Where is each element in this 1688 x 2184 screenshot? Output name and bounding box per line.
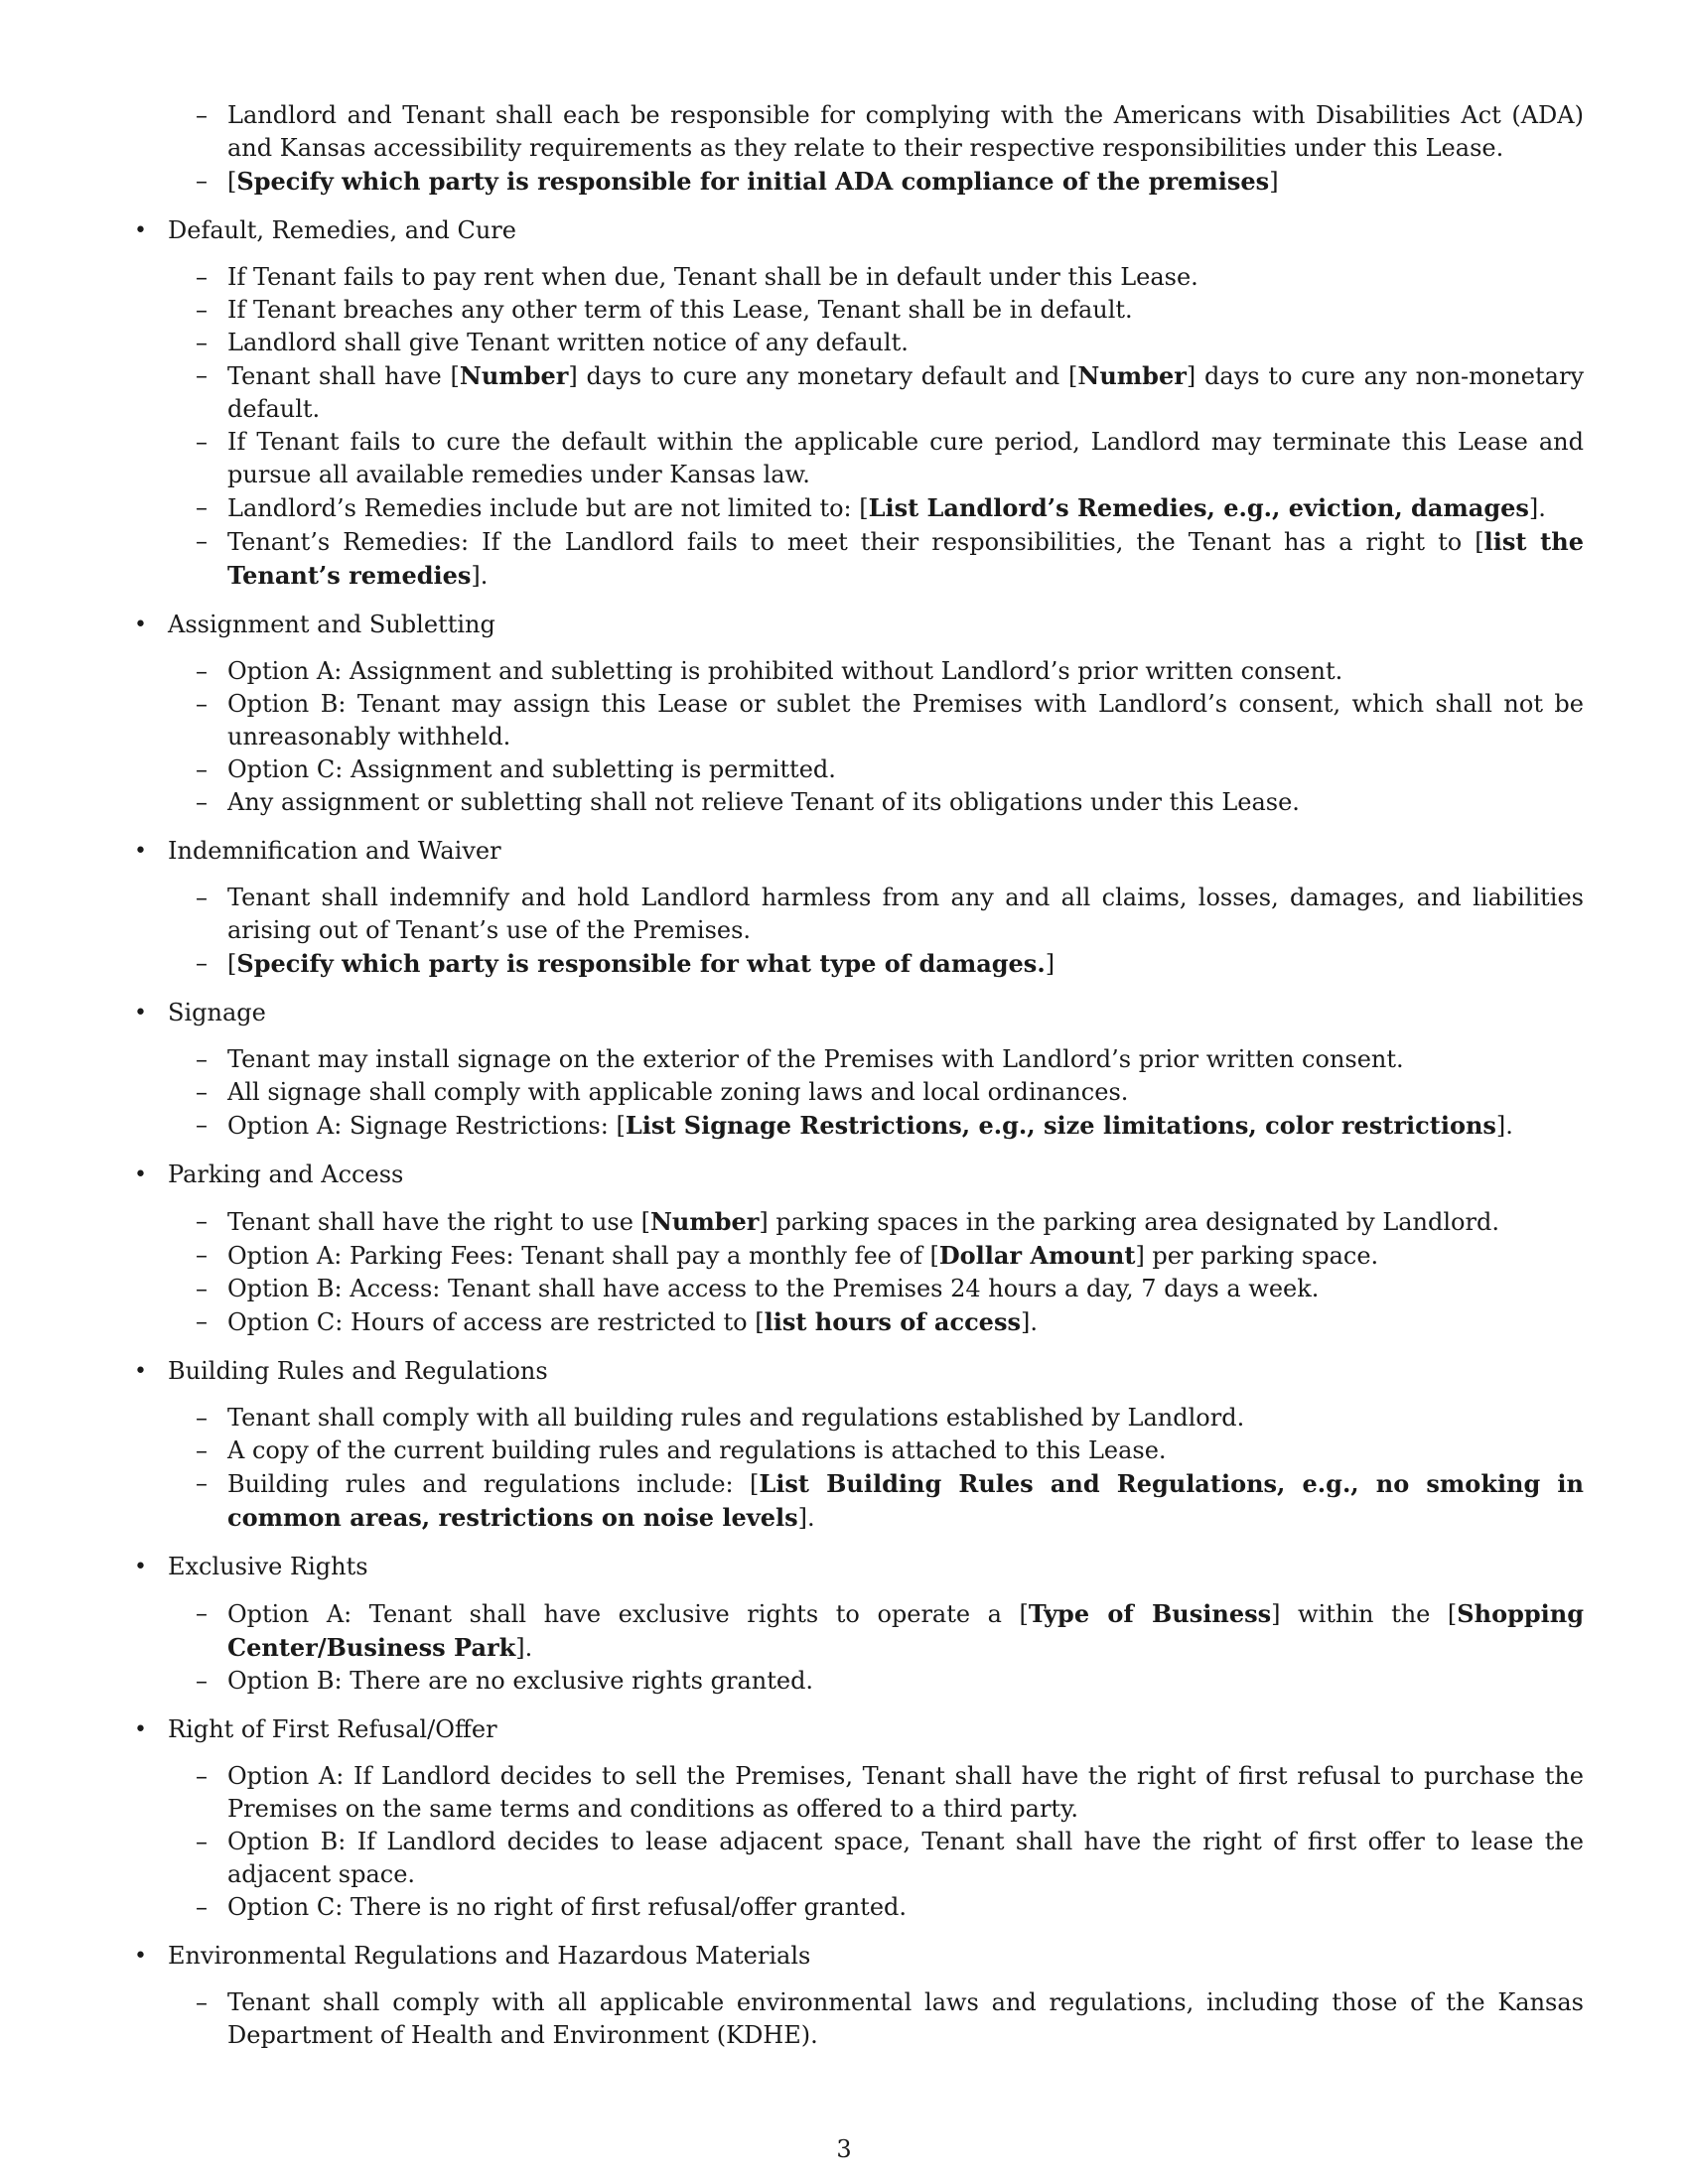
bullet-icon: • [134,1944,147,1969]
dash-icon: – [196,1404,208,1432]
list-item [134,99,1584,165]
section [134,609,1584,819]
list-item [134,261,1584,294]
dash-icon: – [196,428,208,456]
list-item [134,882,1584,947]
bullet-icon: • [134,1162,147,1187]
dash-icon: – [196,167,208,195]
dash-icon: – [196,101,208,129]
item-text: Tenant shall indemnify and hold Landlord harmless from any and all claims, losses, damages, and liabilities arising out of Tenant’s use of the Premises. [227,884,1584,944]
section [134,835,1584,981]
item-text: Option C: There is no right of first refusal/offer granted. [227,1893,908,1921]
item-text: Option A: Assignment and subletting is prohibited without Landlord’s prior written consent. [227,657,1343,685]
section-title: Indemnification and Waiver [168,837,501,865]
placeholder-text: Dollar Amount [938,1241,1136,1270]
list-item [134,426,1584,491]
item-text: Option C: Assignment and subletting is permitted. [227,755,836,783]
item-text: Option B: There are no exclusive rights granted. [227,1667,814,1695]
list-item [134,753,1584,786]
item-list [134,261,1584,593]
list-item [134,525,1584,593]
dash-icon: – [196,1078,208,1106]
page-content [134,99,1584,2068]
bullet-icon: • [134,839,147,864]
list-item [134,1467,1584,1535]
list-item [134,1434,1584,1467]
bullet-icon: • [134,218,147,243]
list-item [134,1109,1584,1143]
item-text: Option C: Hours of access are restricted to [ [227,1308,765,1336]
list-item [134,1205,1584,1239]
dash-icon: – [196,1469,208,1497]
section-title: Right of First Refusal/Offer [168,1715,497,1743]
item-list [134,1760,1584,1924]
placeholder-text: Number [649,1207,760,1236]
section-title: Exclusive Rights [168,1553,368,1580]
item-text: Option B: If Landlord decides to lease adjacent space, Tenant shall have the right of first offer to lease the adjacent space. [227,1828,1584,1888]
item-list [134,1986,1584,2052]
item-list [134,99,1584,199]
list-item [134,327,1584,359]
section [134,1551,1584,1698]
item-text: ]. [1528,494,1546,522]
bullet-icon: • [134,1717,147,1742]
item-text: ] days to cure any monetary default and [ [568,362,1078,390]
dash-icon: – [196,755,208,783]
section-title: Building Rules and Regulations [168,1357,548,1385]
item-list [134,1205,1584,1339]
item-text: If Tenant fails to cure the default within the applicable cure period, Landlord may terminate this Lease and pursue all available remedies under Kansas law. [227,428,1584,488]
section [134,1159,1584,1339]
section-title: Assignment and Subletting [168,611,495,638]
dash-icon: – [196,788,208,816]
list-item [134,1665,1584,1698]
placeholder-text: Shopping Center/Business Park [227,1599,1584,1662]
dash-icon: – [196,949,208,977]
item-text: ] within the [ [1271,1600,1458,1628]
dash-icon: – [196,1045,208,1073]
list-item [134,1239,1584,1273]
dash-icon: – [196,1275,208,1302]
item-text: [ [227,168,237,196]
list-item [134,688,1584,753]
item-list [134,882,1584,981]
section [134,1940,1584,2052]
item-text: Tenant shall comply with all building rules and regulations established by Landlord. [227,1404,1245,1432]
item-text: Option A: Signage Restrictions: [ [227,1112,626,1140]
item-text: ] parking spaces in the parking area designated by Landlord. [759,1208,1499,1236]
list-item [134,165,1584,199]
list-item [134,1076,1584,1109]
dash-icon: – [196,527,208,555]
section [134,997,1584,1143]
item-text: Option B: Access: Tenant shall have access to the Premises 24 hours a day, 7 days a week. [227,1275,1320,1302]
dash-icon: – [196,1667,208,1695]
dash-icon: – [196,1828,208,1855]
dash-icon: – [196,1307,208,1335]
bullet-icon: • [134,1001,147,1025]
list-item [134,1043,1584,1076]
dash-icon: – [196,1762,208,1790]
dash-icon: – [196,329,208,356]
item-text: Tenant may install signage on the exterior of the Premises with Landlord’s prior written consent. [227,1045,1404,1073]
dash-icon: – [196,884,208,911]
placeholder-text: Number [459,361,569,390]
dash-icon: – [196,1207,208,1235]
item-text: ] days to cure any non-monetary default. [227,362,1584,423]
item-text: Any assignment or subletting shall not relieve Tenant of its obligations under this Lease. [227,788,1300,816]
list-item [134,786,1584,819]
dash-icon: – [196,657,208,685]
section-list [134,99,1584,2052]
list-item [134,1986,1584,2052]
item-text: Landlord shall give Tenant written notice of any default. [227,329,909,356]
item-text: Option A: Parking Fees: Tenant shall pay a monthly fee of [ [227,1242,939,1270]
item-list [134,1597,1584,1698]
item-text: Landlord’s Remedies include but are not limited to: [ [227,494,869,522]
bullet-icon: • [134,1359,147,1384]
item-text: Tenant shall comply with all applicable environmental laws and regulations, including those of the Kansas Department of Health and Environment (KDHE). [227,1988,1584,2049]
placeholder-text: list the Tenant’s remedies [227,527,1584,590]
dash-icon: – [196,1436,208,1464]
item-text: A copy of the current building rules and regulations is attached to this Lease. [227,1436,1167,1464]
section-title: Default, Remedies, and Cure [168,216,516,244]
item-text: ] [1045,950,1055,978]
list-item [134,1402,1584,1434]
bullet-icon: • [134,1555,147,1579]
item-text: ]. [797,1504,815,1532]
placeholder-text: List Signage Restrictions, e.g., size limitations, color restrictions [625,1111,1496,1140]
placeholder-text: list hours of access [764,1307,1021,1336]
list-item [134,1597,1584,1665]
placeholder-text: Specify which party is responsible for what type of damages. [236,949,1046,978]
item-list [134,1402,1584,1535]
dash-icon: – [196,1599,208,1627]
section [134,1355,1584,1535]
list-item [134,1760,1584,1826]
item-text: All signage shall comply with applicable zoning laws and local ordinances. [227,1078,1129,1106]
placeholder-text: List Building Rules and Regulations, e.g., no smoking in common areas, restrictions on noise levels [227,1469,1585,1532]
item-text: Landlord and Tenant shall each be responsible for complying with the Americans with Disabilities Act (ADA) and Kansas accessibility requirements as they relate to their respective responsibilities under this Lease. [227,101,1584,162]
item-text: If Tenant fails to pay rent when due, Tenant shall be in default under this Lease. [227,263,1198,291]
item-text: ]. [1495,1112,1513,1140]
list-item [134,1305,1584,1339]
item-text: If Tenant breaches any other term of this Lease, Tenant shall be in default. [227,296,1133,324]
list-item [134,294,1584,327]
dash-icon: – [196,1111,208,1139]
placeholder-text: Number [1077,361,1187,390]
list-item [134,1826,1584,1891]
dash-icon: – [196,263,208,291]
dash-icon: – [196,1893,208,1921]
item-text: Option A: Tenant shall have exclusive rights to operate a [ [227,1600,1029,1628]
item-text: ]. [515,1634,533,1662]
item-list [134,655,1584,819]
dash-icon: – [196,296,208,324]
page-number: 3 [836,2135,852,2163]
dash-icon: – [196,493,208,521]
item-text: Option A: If Landlord decides to sell the Premises, Tenant shall have the right of first refusal to purchase the Premises on the same terms and conditions as offered to a third party. [227,1762,1584,1823]
item-text: ]. [471,562,489,590]
item-text: Tenant’s Remedies: If the Landlord fails to meet their responsibilities, the Tenant has a right to [ [227,528,1484,556]
item-text: Tenant shall have the right to use [ [227,1208,650,1236]
placeholder-text: Specify which party is responsible for initial ADA compliance of the premises [236,167,1270,196]
item-text: Option B: Tenant may assign this Lease or sublet the Premises with Landlord’s consent, which shall not be unreasonably withheld. [227,690,1584,751]
placeholder-text: Type of Business [1028,1599,1272,1628]
list-item [134,491,1584,525]
dash-icon: – [196,361,208,389]
list-item [134,359,1584,426]
section-title: Environmental Regulations and Hazardous Materials [168,1942,811,1970]
section-title: Parking and Access [168,1160,404,1188]
section [134,99,1584,199]
list-item [134,655,1584,688]
dash-icon: – [196,1988,208,2016]
list-item [134,1273,1584,1305]
item-list [134,1043,1584,1143]
bullet-icon: • [134,613,147,637]
placeholder-text: List Landlord’s Remedies, e.g., eviction, damages [868,493,1529,522]
list-item [134,1891,1584,1924]
dash-icon: – [196,690,208,718]
section [134,1713,1584,1924]
item-text: ] [1269,168,1279,196]
item-text: Building rules and regulations include: [ [227,1470,760,1498]
dash-icon: – [196,1241,208,1269]
section-title: Signage [168,999,266,1026]
item-text: Tenant shall have [ [227,362,460,390]
item-text: [ [227,950,237,978]
section [134,214,1584,593]
item-text: ] per parking space. [1135,1242,1379,1270]
item-text: ]. [1020,1308,1038,1336]
list-item [134,947,1584,981]
